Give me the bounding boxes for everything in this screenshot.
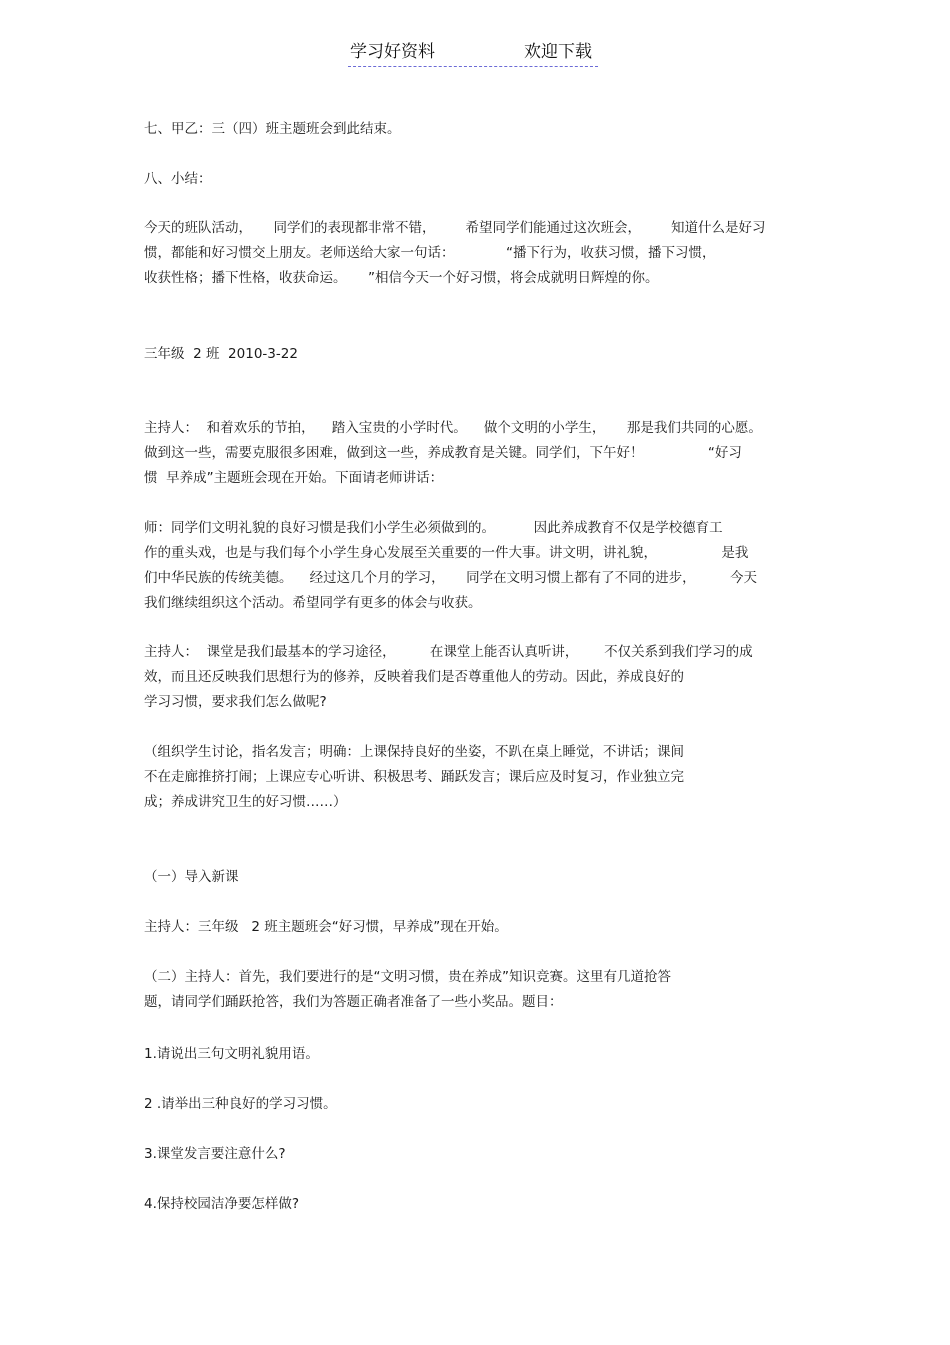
text-line: 三年级 2 班 2010-3-22: [144, 346, 298, 362]
text-line: （组织学生讨论，指名发言；明确：上课保持良好的坐姿，不趴在桌上睡觉，不讲话；课间: [144, 744, 684, 760]
text-line: （二）主持人：首先，我们要进行的是“文明习惯，贵在养成”知识竞赛。这里有几道抢答: [144, 969, 671, 985]
text-line: 3.课堂发言要注意什么?: [144, 1146, 286, 1162]
text-line: 题，请同学们踊跃抢答，我们为答题正确者准备了一些小奖品。题目：: [144, 994, 563, 1010]
text-line: 4.保持校园洁净要怎样做?: [144, 1196, 300, 1212]
text-line: 作的重头戏，也是与我们每个小学生身心发展至关重要的一件大事。讲文明，讲礼貌， 是我: [144, 545, 749, 561]
text-line: 们中华民族的传统美德。 经过这几个月的学习， 同学在文明习惯上都有了不同的进步， 今天: [144, 570, 757, 586]
text-line: 做到这一些，需要克服很多困难，做到这一些，养成教育是关键。同学们，下午好！ “好习: [144, 445, 742, 461]
text-line: 2 .请举出三种良好的学习习惯。: [144, 1096, 337, 1112]
text-line: 效，而且还反映我们思想行为的修养，反映着我们是否尊重他人的劳动。因此，养成良好的: [144, 669, 684, 685]
text-line: 八、小结：: [144, 171, 212, 187]
text-line: 成；养成讲究卫生的好习惯……）: [144, 794, 347, 810]
header-left-text: 学习好资料: [350, 42, 435, 62]
text-line: 主持人：三年级 2 班主题班会“好习惯，早养成”现在开始。: [144, 919, 508, 935]
text-line: 主持人： 和着欢乐的节拍， 踏入宝贵的小学时代。 做个文明的小学生， 那是我们共同的心愿。: [144, 420, 762, 436]
text-line: （一）导入新课: [144, 869, 239, 885]
text-line: 不在走廊推挤打闹；上课应专心听讲、积极思考、踊跃发言；课后应及时复习，作业独立完: [144, 769, 684, 785]
page-header: [348, 40, 598, 67]
text-line: 主持人： 课堂是我们最基本的学习途径， 在课堂上能否认真听讲， 不仅关系到我们学习的成: [144, 644, 753, 660]
text-line: 学习习惯，要求我们怎么做呢?: [144, 694, 327, 710]
text-line: 收获性格；播下性格，收获命运。 ”相信今天一个好习惯，将会成就明日辉煌的你。: [144, 270, 659, 286]
text-line: 1.请说出三句文明礼貌用语。: [144, 1046, 319, 1062]
text-line: 师：同学们文明礼貌的良好习惯是我们小学生必须做到的。 因此养成教育不仅是学校德育工: [144, 520, 723, 536]
text-line: 惯 早养成”主题班会现在开始。下面请老师讲话：: [144, 470, 444, 486]
text-line: 我们继续组织这个活动。希望同学有更多的体会与收获。: [144, 595, 482, 611]
text-line: 惯，都能和好习惯交上朋友。老师送给大家一句话： “播下行为，收获习惯，播下习惯，: [144, 245, 716, 261]
text-line: 今天的班队活动， 同学们的表现都非常不错， 希望同学们能通过这次班会， 知道什么是好习: [144, 220, 766, 236]
header-right-text: 欢迎下载: [524, 42, 592, 62]
text-line: 七、甲乙：三（四）班主题班会到此结束。: [144, 121, 401, 137]
